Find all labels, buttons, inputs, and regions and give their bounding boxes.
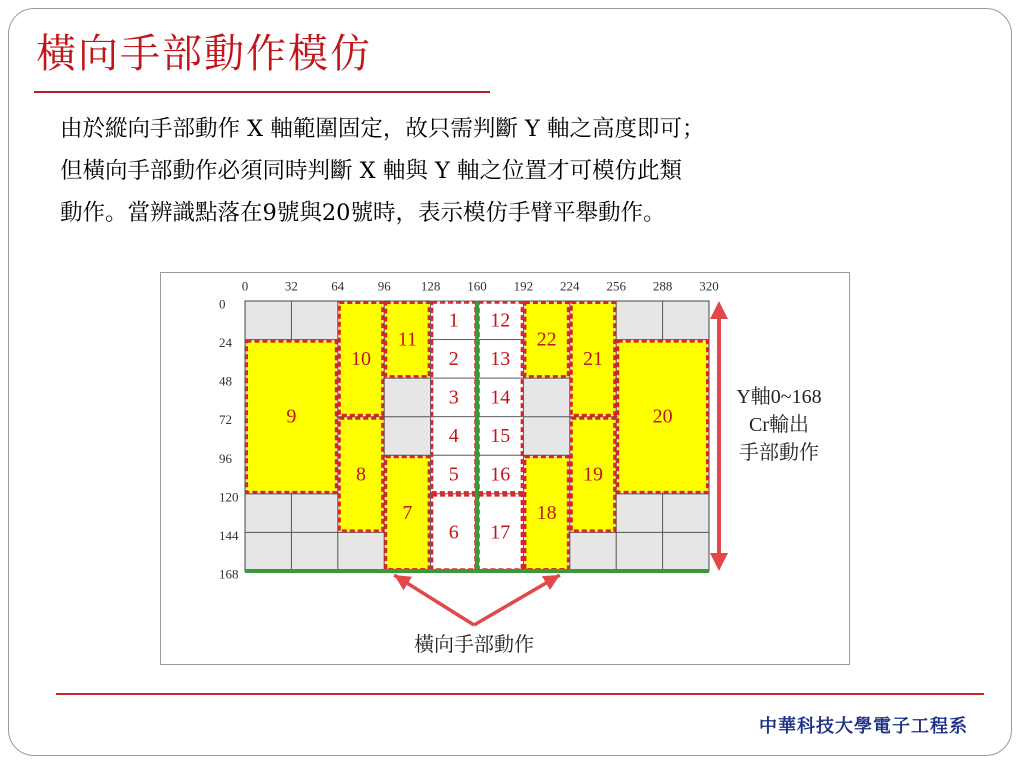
zone-label-16: 16: [490, 463, 511, 486]
title-underline: [34, 91, 490, 93]
zone-label-4: 4: [448, 425, 459, 447]
zone-label-20: 20: [652, 405, 673, 428]
zone-label-11: 11: [397, 328, 418, 351]
zone-label-18: 18: [536, 502, 557, 525]
slide-body-text: [60, 108, 1020, 234]
x-tick-label: 192: [513, 278, 534, 294]
zone-label-5: 5: [448, 463, 459, 486]
zone-label-7: 7: [402, 502, 413, 525]
x-tick-label: 128: [420, 278, 441, 294]
body-line-3: 動作。當辨識點落在9號與20號時，表示模仿手臂平舉動作。: [60, 200, 666, 226]
y-range-arrow-head-top: [710, 301, 728, 319]
body-line-1: 由於縱向手部動作 X 軸範圍固定，故只需判斷 Y 軸之高度即可；: [60, 116, 705, 142]
y-tick-label: 168: [219, 566, 239, 582]
y-tick-label: 96: [219, 450, 232, 466]
y-range-arrow-head-bottom: [710, 553, 728, 571]
x-tick-label: 224: [560, 278, 580, 294]
zone-label-6: 6: [448, 521, 459, 544]
zone-label-15: 15: [490, 425, 511, 447]
x-tick-label: 256: [606, 278, 626, 294]
zone-label-12: 12: [490, 309, 511, 332]
y-axis-note-line: Y軸0~168: [736, 386, 822, 408]
x-tick-label: 32: [284, 278, 298, 294]
hand-zone-diagram: [160, 272, 850, 665]
horizontal-action-label: 橫向手部動作: [414, 634, 534, 656]
y-tick-label: 48: [219, 373, 232, 389]
y-tick-label: 0: [219, 296, 226, 312]
footer-divider: [56, 693, 984, 695]
footer-department: 中華科技大學電子工程系: [759, 716, 968, 737]
x-tick-label: 160: [467, 278, 487, 294]
x-tick-label: 64: [331, 278, 345, 294]
zone-label-8: 8: [356, 463, 366, 486]
y-axis-note-line: Cr輸出: [749, 414, 809, 436]
hand-zone-diagram-svg: [161, 273, 849, 664]
zone-label-10: 10: [351, 347, 371, 370]
slide-title: 橫向手部動作模仿: [36, 31, 372, 77]
x-tick-label: 320: [699, 278, 719, 294]
zone-label-14: 14: [490, 386, 511, 409]
zone-label-1: 1: [448, 309, 459, 332]
zone-label-19: 19: [583, 463, 603, 486]
x-tick-label: 0: [241, 278, 249, 294]
y-tick-label: 120: [219, 489, 239, 505]
zone-label-22: 22: [536, 328, 557, 351]
zone-label-17: 17: [490, 521, 511, 544]
x-tick-label: 96: [377, 278, 391, 294]
zone-label-2: 2: [448, 347, 459, 370]
zone-label-21: 21: [583, 347, 603, 370]
x-tick-label: 288: [652, 278, 673, 294]
y-tick-label: 72: [219, 412, 232, 428]
body-line-2: 但橫向手部動作必須同時判斷 X 軸與 Y 軸之位置才可模仿此類: [60, 158, 682, 184]
y-tick-label: 144: [219, 527, 239, 543]
zone-label-9: 9: [286, 405, 297, 428]
zone-label-13: 13: [490, 347, 511, 370]
y-axis-note-line: 手部動作: [739, 442, 819, 464]
zone-label-3: 3: [448, 386, 459, 409]
y-tick-label: 24: [219, 335, 232, 351]
